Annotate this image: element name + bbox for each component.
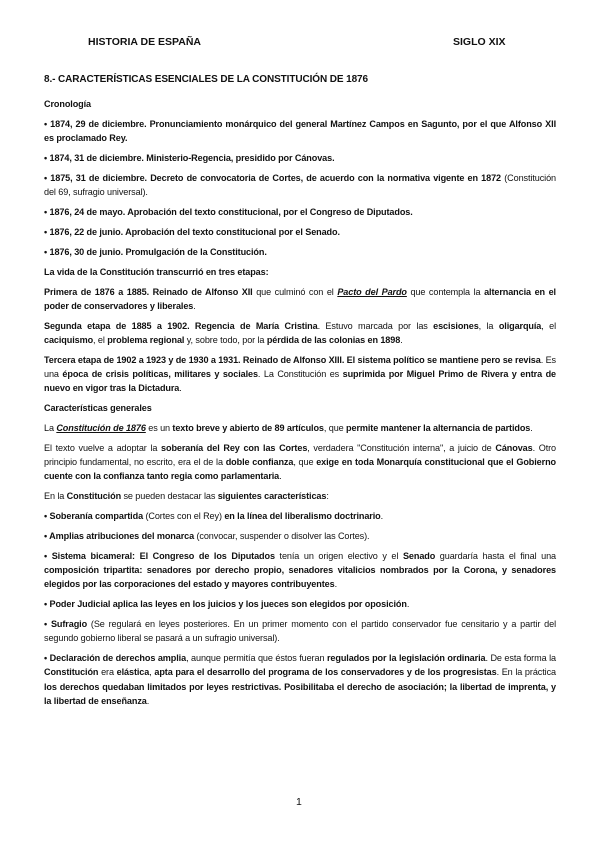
- cronologia-item-6: • 1876, 30 de junio. Promulgación de la Constitución.: [44, 246, 267, 257]
- feature-item-monarca: • Amplias atribuciones del monarca (convocar, suspender o disolver las Cortes).: [44, 531, 370, 542]
- etapas-intro: La vida de la Constitución transcurrió en tres etapas:: [44, 266, 269, 277]
- cronologia-heading: Cronología: [44, 99, 91, 110]
- cronologia-item-4: • 1876, 24 de mayo. Aprobación del texto constitucional, por el Congreso de Diputados.: [44, 207, 413, 218]
- feature-item-bicameral: • Sistema bicameral: El Congreso de los Diputados tenía un origen electivo y el Senado guardaría hasta el final una composición tripartita: senadores por derecho propio, senadores vitalicios nombrados por la Corona, y senadores elegidos por las corporaciones del estado y mayores contribuyentes.: [44, 550, 556, 590]
- etapa-segunda: Segunda etapa de 1885 a 1902. Regencia de María Cristina. Estuvo marcada por las escisiones, la oligarquía, el caciquismo, el problema regional y, sobre todo, por la pérdida de las colonias en 1898.: [44, 320, 556, 346]
- feature-item-soberania: • Soberanía compartida (Cortes con el Rey) en la línea del liberalismo doctrinario.: [44, 511, 384, 522]
- caracteristicas-p1: La Constitución de 1876 es un texto breve y abierto de 89 artículos, que permite mantener la alternancia de partidos.: [44, 423, 533, 434]
- etapa-primera: Primera de 1876 a 1885. Reinado de Alfonso XII que culminó con el Pacto del Pardo que contempla la alternancia en el poder de conservadores y liberales.: [44, 286, 556, 311]
- feature-item-derechos: • Declaración de derechos amplia, aunque permitía que éstos fueran regulados por la legislación ordinaria. De esta forma la Constitución era elástica, apta para el desarrollo del programa de los conservadores y de los progresistas. En la práctica los derechos quedaban limitados por leyes restrictivas. Posibilitaba el derecho de asociación; la libertad de imprenta, y la libertad de enseñanza.: [44, 653, 556, 706]
- constitucion-1876-link[interactable]: Constitución de 1876: [56, 423, 146, 434]
- section-title: 8.- CARACTERÍSTICAS ESENCIALES DE LA CONSTITUCIÓN DE 1876: [44, 74, 368, 85]
- cronologia-item-3: • 1875, 31 de diciembre. Decreto de convocatoria de Cortes, de acuerdo con la normativa vigente en 1872 (Constitución del 69, sufragio universal).: [44, 173, 556, 198]
- feature-item-judicial: • Poder Judicial aplica las leyes en los juicios y los jueces son elegidos por oposición.: [44, 599, 410, 610]
- caracteristicas-p3: En la Constitución se pueden destacar las siguientes características:: [44, 491, 329, 502]
- header-period: SIGLO XIX: [453, 36, 506, 48]
- cronologia-item-2: • 1874, 31 de diciembre. Ministerio-Regencia, presidido por Cánovas.: [44, 153, 335, 164]
- header-subject: HISTORIA DE ESPAÑA: [88, 36, 201, 48]
- page-number: 1: [296, 796, 302, 808]
- feature-item-sufragio: • Sufragio (Se regulará en leyes posteriores. En un primer momento con el partido conservador fue censitario y a partir del segundo gobierno liberal se pasará a un sufragio universal).: [44, 619, 556, 644]
- document-body: [44, 73, 556, 714]
- cronologia-item-1: • 1874, 29 de diciembre. Pronunciamiento monárquico del general Martínez Campos en Sagunto, por el que Alfonso XII es proclamado Rey.: [44, 119, 556, 144]
- cronologia-item-5: • 1876, 22 de junio. Aprobación del texto constitucional por el Senado.: [44, 227, 340, 238]
- etapa-tercera: Tercera etapa de 1902 a 1923 y de 1930 a 1931. Reinado de Alfonso XIII. El sistema político se mantiene pero se revisa. Es una época de crisis políticas, militares y sociales. La Constitución es suprimida por Miguel Primo de Rivera y entra de nuevo en vigor tras la Dictadura.: [44, 354, 557, 394]
- caracteristicas-p2: El texto vuelve a adoptar la soberanía del Rey con las Cortes, verdadera "Constitución interna", a juicio de Cánovas. Otro principio fundamental, no escrito, era el de la doble confianza, que exige en toda Monarquía constitucional que el Gobierno cuente con la confianza tanto regia como parlamentaria.: [44, 443, 557, 482]
- pacto-del-pardo-link[interactable]: Pacto del Pardo: [337, 286, 407, 297]
- caracteristicas-heading: Características generales: [44, 403, 152, 414]
